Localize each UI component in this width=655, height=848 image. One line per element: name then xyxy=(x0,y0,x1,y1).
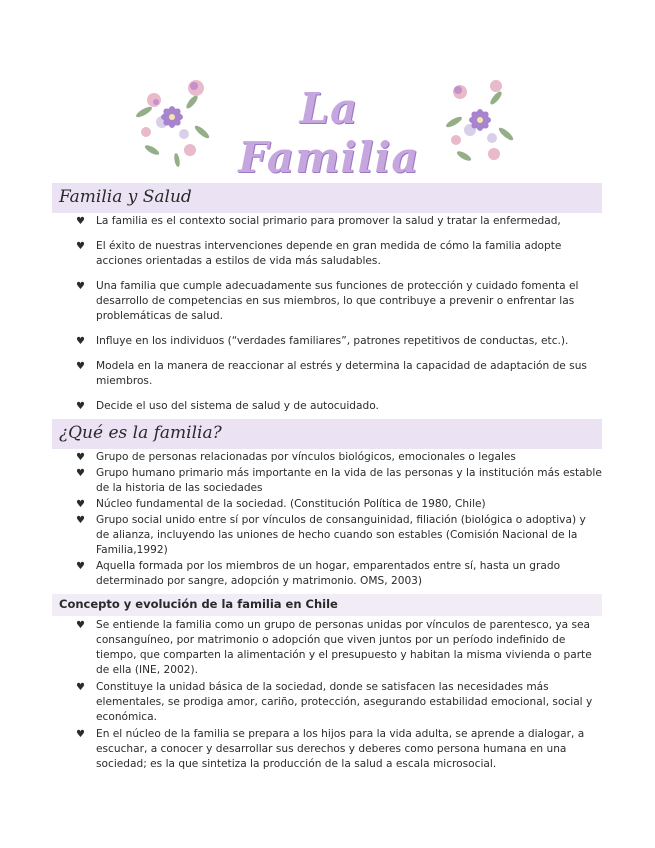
list-item: ♥ Aquella formada por los miembros de un hogar, emparentados entre sí, hasta un grado determinado por sangre, adopción y matrimonio. OMS, 2003) xyxy=(76,560,561,587)
list-item: ♥ Influye en los individuos (“verdades familiares”, patrones repetitivos de conductas, etc.). xyxy=(76,335,569,347)
heart-icon: ♥ xyxy=(76,468,85,479)
list-item: ♥ El éxito de nuestras intervenciones depende en gran medida de cómo la familia adopte acciones orientadas a estilos de vida más saludables. xyxy=(76,240,562,267)
heart-icon: ♥ xyxy=(76,216,85,227)
section-heading-concepto-evolucion xyxy=(52,594,602,616)
section-heading-familia-salud xyxy=(52,183,602,213)
list-item: ♥ Una familia que cumple adecuadamente sus funciones de protección y cuidado fomenta el desarrollo de competencias en sus miembros, lo que contribuye a prevenir o enfrentar las problemáticas de salud. xyxy=(76,280,579,322)
heart-icon: ♥ xyxy=(76,401,85,412)
bullet-list-que-es-familia xyxy=(74,450,602,590)
heart-icon: ♥ xyxy=(76,499,85,510)
bullet-list-familia-salud xyxy=(74,214,602,424)
list-item: ♥ En el núcleo de la familia se prepara a los hijos para la vida adulta, se aprende a dialogar, a escuchar, a conocer y desarrollar sus derechos y deberes como persona humana en una sociedad; es la que sintetiza la producción de la salud a escala microsocial. xyxy=(76,728,585,770)
list-item: ♥ Núcleo fundamental de la sociedad. (Constitución Política de 1980, Chile) xyxy=(76,498,486,510)
heart-icon: ♥ xyxy=(76,452,85,463)
heart-icon: ♥ xyxy=(76,620,85,631)
heart-icon: ♥ xyxy=(76,729,85,740)
heart-icon: ♥ xyxy=(76,336,85,347)
list-item: ♥ Se entiende la familia como un grupo de personas unidas por vínculos de parentesco, ya sea consanguíneo, por matrimonio o adopción que viven juntos por un período indefinido de tiempo, que comparten la alimentación y el presupuesto y habitan la misma vivienda o parte de ella (INE, 2002). xyxy=(76,619,592,676)
list-item: ♥ Grupo de personas relacionadas por vínculos biológicos, emocionales o legales xyxy=(76,451,516,463)
flower-bouquet-icon xyxy=(132,72,214,172)
heart-icon: ♥ xyxy=(76,682,85,693)
heart-icon: ♥ xyxy=(76,561,85,572)
heart-icon: ♥ xyxy=(76,281,85,292)
section-heading-label: Concepto y evolución de la familia en Chile xyxy=(59,597,338,611)
section-heading-que-es-familia xyxy=(52,419,602,449)
list-item: ♥ La familia es el contexto social primario para promover la salud y tratar la enfermedad, xyxy=(76,215,561,227)
list-item: ♥ Grupo social unido entre sí por vínculos de consanguinidad, filiación (biológica o adoptiva) y de alianza, incluyendo las uniones de hecho cuando son estables (Comisión Nacional de la Familia,1992) xyxy=(76,514,586,556)
flower-bouquet-icon xyxy=(444,72,516,172)
section-heading-label: Familia y Salud xyxy=(59,187,192,207)
bullet-list-concepto-evolucion xyxy=(74,618,602,774)
section-heading-label: ¿Qué es la familia? xyxy=(59,423,222,443)
list-item: ♥ Grupo humano primario más importante en la vida de las personas y la institución más estable de la historia de las sociedades xyxy=(76,467,602,494)
heart-icon: ♥ xyxy=(76,515,85,526)
page-header xyxy=(0,72,655,182)
heart-icon: ♥ xyxy=(76,241,85,252)
list-item: ♥ Constituye la unidad básica de la sociedad, donde se satisfacen las necesidades más elementales, se prodiga amor, cariño, protección, asegurando estabilidad emocional, social y económica. xyxy=(76,681,593,723)
heart-icon: ♥ xyxy=(76,361,85,372)
list-item: ♥ Decide el uso del sistema de salud y de autocuidado. xyxy=(76,400,379,412)
page-title: La Familia xyxy=(238,84,420,182)
list-item: ♥ Modela en la manera de reaccionar al estrés y determina la capacidad de adaptación de sus miembros. xyxy=(76,360,587,387)
